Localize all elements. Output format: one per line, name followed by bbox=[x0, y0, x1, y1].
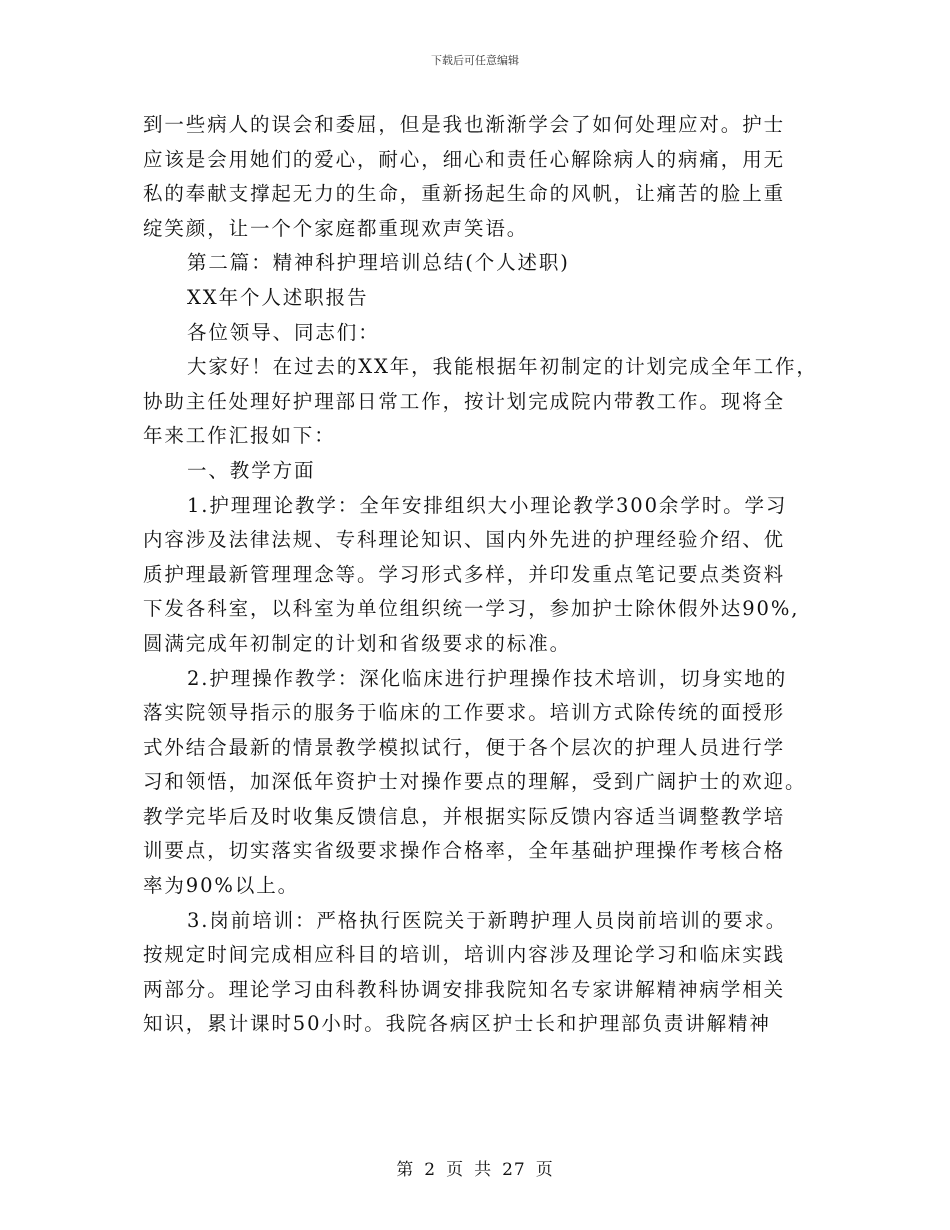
text-line: 训要点，切实落实省级要求操作合格率，全年基础护理操作考核合格 bbox=[143, 839, 786, 863]
text-line: 大家好！在过去的XX年，我能根据年初制定的计划完成全年工作， bbox=[187, 355, 818, 379]
current-page-number: 2 bbox=[424, 1160, 437, 1180]
text-line: 年来工作汇报如下： bbox=[143, 424, 336, 448]
text-line: 私的奉献支撑起无力的生命，重新扬起生命的风帆，让痛苦的脸上重 bbox=[143, 182, 786, 206]
text-line: 按规定时间完成相应科目的培训，培训内容涉及理论学习和临床实践 bbox=[143, 943, 786, 967]
text-line: 协助主任处理好护理部日常工作，按计划完成院内带教工作。现将全 bbox=[143, 389, 786, 413]
page-header-note: 下载后可任意编辑 bbox=[431, 54, 519, 67]
text-line: 率为90%以上。 bbox=[143, 874, 300, 898]
page-footer bbox=[0, 1155, 950, 1180]
report-title: XX年个人述职报告 bbox=[187, 285, 369, 309]
text-line: 圆满完成年初制定的计划和省级要求的标准。 bbox=[143, 631, 572, 655]
salutation: 各位领导、同志们： bbox=[187, 320, 380, 344]
document-body bbox=[143, 108, 823, 1042]
text-line: 内容涉及法律法规、专科理论知识、国内外先进的护理经验介绍、优 bbox=[143, 528, 786, 552]
text-line: 下发各科室，以科室为单位组织统一学习，参加护士除休假外达90%, bbox=[143, 597, 800, 621]
text-line: 绽笑颜，让一个个家庭都重现欢声笑语。 bbox=[143, 216, 529, 240]
subsection-heading: 一、教学方面 bbox=[187, 458, 316, 482]
text-line: 1.护理理论教学：全年安排组织大小理论教学300余学时。学习 bbox=[187, 493, 788, 517]
page-label-suffix: 页 bbox=[535, 1160, 554, 1180]
text-line: 习和领悟，加深低年资护士对操作要点的理解，受到广阔护士的欢迎。 bbox=[143, 770, 807, 794]
text-line: 教学完毕后及时收集反馈信息，并根据实际反馈内容适当调整教学培 bbox=[143, 804, 786, 828]
text-line: 质护理最新管理理念等。学习形式多样，并印发重点笔记要点类资料 bbox=[143, 562, 786, 586]
text-line: 知识，累计课时50小时。我院各病区护士长和护理部负责讲解精神 bbox=[143, 1012, 771, 1036]
text-line: 应该是会用她们的爱心，耐心，细心和责任心解除病人的病痛，用无 bbox=[143, 147, 786, 171]
text-line: 2.护理操作教学：深化临床进行护理操作技术培训，切身实地的 bbox=[187, 666, 788, 690]
text-line: 落实院领导指示的服务于临床的工作要求。培训方式除传统的面授形 bbox=[143, 701, 786, 725]
text-line: 到一些病人的误会和委屈，但是我也渐渐学会了如何处理应对。护士 bbox=[143, 113, 786, 136]
text-line: 两部分。理论学习由科教科协调安排我院知名专家讲解精神病学相关 bbox=[143, 977, 786, 1001]
total-pages-number: 27 bbox=[502, 1160, 526, 1180]
page-label-prefix: 第 bbox=[396, 1160, 415, 1180]
text-line: 式外结合最新的情景教学模拟试行，便于各个层次的护理人员进行学 bbox=[143, 735, 786, 759]
page-label-mid2: 共 bbox=[474, 1160, 493, 1180]
text-line: 3.岗前培训：严格执行医院关于新聘护理人员岗前培训的要求。 bbox=[187, 908, 788, 932]
section-heading: 第二篇：精神科护理培训总结(个人述职) bbox=[187, 251, 570, 275]
page-label-mid1: 页 bbox=[446, 1160, 465, 1180]
